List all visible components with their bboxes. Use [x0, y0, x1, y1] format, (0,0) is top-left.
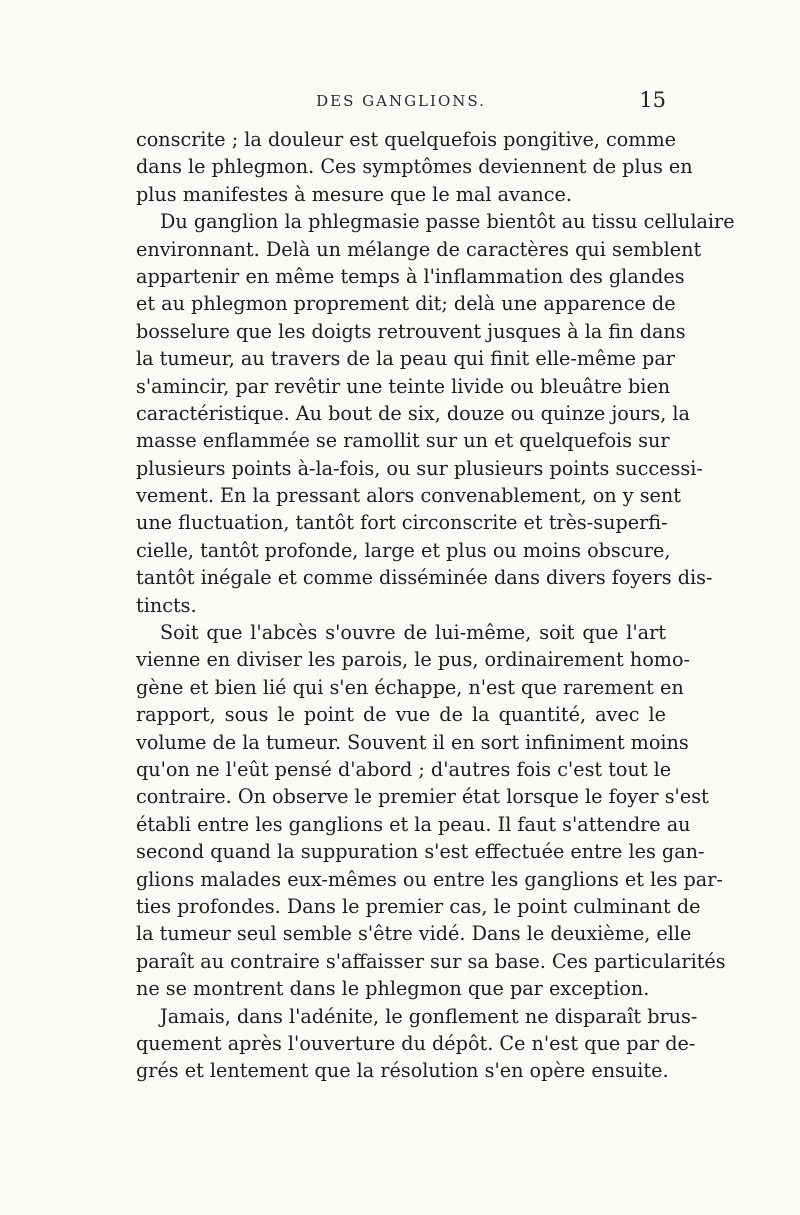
text-line: paraît au contraire s'affaisser sur sa base. Ces particularités [136, 949, 726, 973]
text-line: vienne en diviser les parois, le pus, ordinairement homo- [136, 648, 690, 672]
text-line: tantôt inégale et comme disséminée dans divers foyers dis- [136, 566, 713, 590]
text-line: cielle, tantôt profonde, large et plus ou moins obscure, [136, 538, 671, 562]
text-line: la tumeur, au travers de la peau qui finit elle-même par [136, 347, 675, 371]
text-line: s'amincir, par revêtir une teinte livide ou bleuâtre bien [136, 374, 671, 398]
paragraph-2 [136, 208, 735, 619]
text-line: second quand la suppuration s'est effectuée entre les gan- [136, 840, 705, 864]
text-line: une fluctuation, tantôt fort circonscrite et très-superfi- [136, 511, 668, 535]
text-line: ties profondes. Dans le premier cas, le point culminant de [136, 894, 701, 918]
text-line: dans le phlegmon. Ces symptômes deviennent de plus en [136, 155, 693, 179]
text-line: ne se montrent dans le phlegmon que par exception. [136, 977, 650, 1001]
text-line: quement après l'ouverture du dépôt. Ce n'est que par de- [136, 1031, 696, 1055]
text-line: gène et bien lié qui s'en échappe, n'est que rarement en [136, 675, 684, 699]
page-number: 15 [639, 88, 666, 112]
text-line: vement. En la pressant alors convenablement, on y sent [136, 484, 681, 508]
text-line: Jamais, dans l'adénite, le gonflement ne disparaît brus- [160, 1004, 698, 1028]
text-line: appartenir en même temps à l'inflammation des glandes [136, 264, 685, 288]
paragraph-1 [136, 126, 693, 208]
text-line: rapport, sous le point de vue de la quantité, avec le [136, 703, 666, 727]
running-title: DES GANGLIONS. [316, 92, 486, 110]
text-line: établi entre les ganglions et la peau. Il faut s'attendre au [136, 812, 691, 836]
text-line: plus manifestes à mesure que le mal avance. [136, 182, 572, 206]
text-line: Soit que l'abcès s'ouvre de lui-même, soit que l'art [160, 621, 666, 645]
text-line: plusieurs points à-la-fois, ou sur plusieurs points successi- [136, 456, 703, 480]
running-head [136, 88, 666, 118]
text-line: masse enflammée se ramollit sur un et quelquefois sur [136, 429, 670, 453]
text-line: glions malades eux-mêmes ou entre les ganglions et les par- [136, 867, 723, 891]
text-line: et au phlegmon proprement dit; delà une apparence de [136, 292, 676, 316]
text-line: grés et lentement que la résolution s'en opère ensuite. [136, 1059, 669, 1083]
text-line: Du ganglion la phlegmasie passe bientôt au tissu cellulaire [160, 210, 735, 234]
text-line: la tumeur seul semble s'être vidé. Dans le deuxième, elle [136, 922, 692, 946]
text-line: volume de la tumeur. Souvent il en sort infiniment moins [136, 730, 689, 754]
text-line: caractéristique. Au bout de six, douze ou quinze jours, la [136, 401, 690, 425]
text-line: tincts. [136, 593, 197, 617]
text-line: conscrite ; la douleur est quelquefois pongitive, comme [136, 128, 677, 151]
paragraph-3 [136, 619, 726, 1002]
text-line: environnant. Delà un mélange de caractères qui semblent [136, 237, 702, 261]
body-text [136, 126, 735, 1085]
text-line: qu'on ne l'eût pensé d'abord ; d'autres fois c'est tout le [136, 757, 672, 781]
text-line: contraire. On observe le premier état lorsque le foyer s'est [136, 785, 709, 809]
paragraph-4 [136, 1003, 698, 1085]
text-line: bosselure que les doigts retrouvent jusques à la fin dans [136, 319, 686, 343]
